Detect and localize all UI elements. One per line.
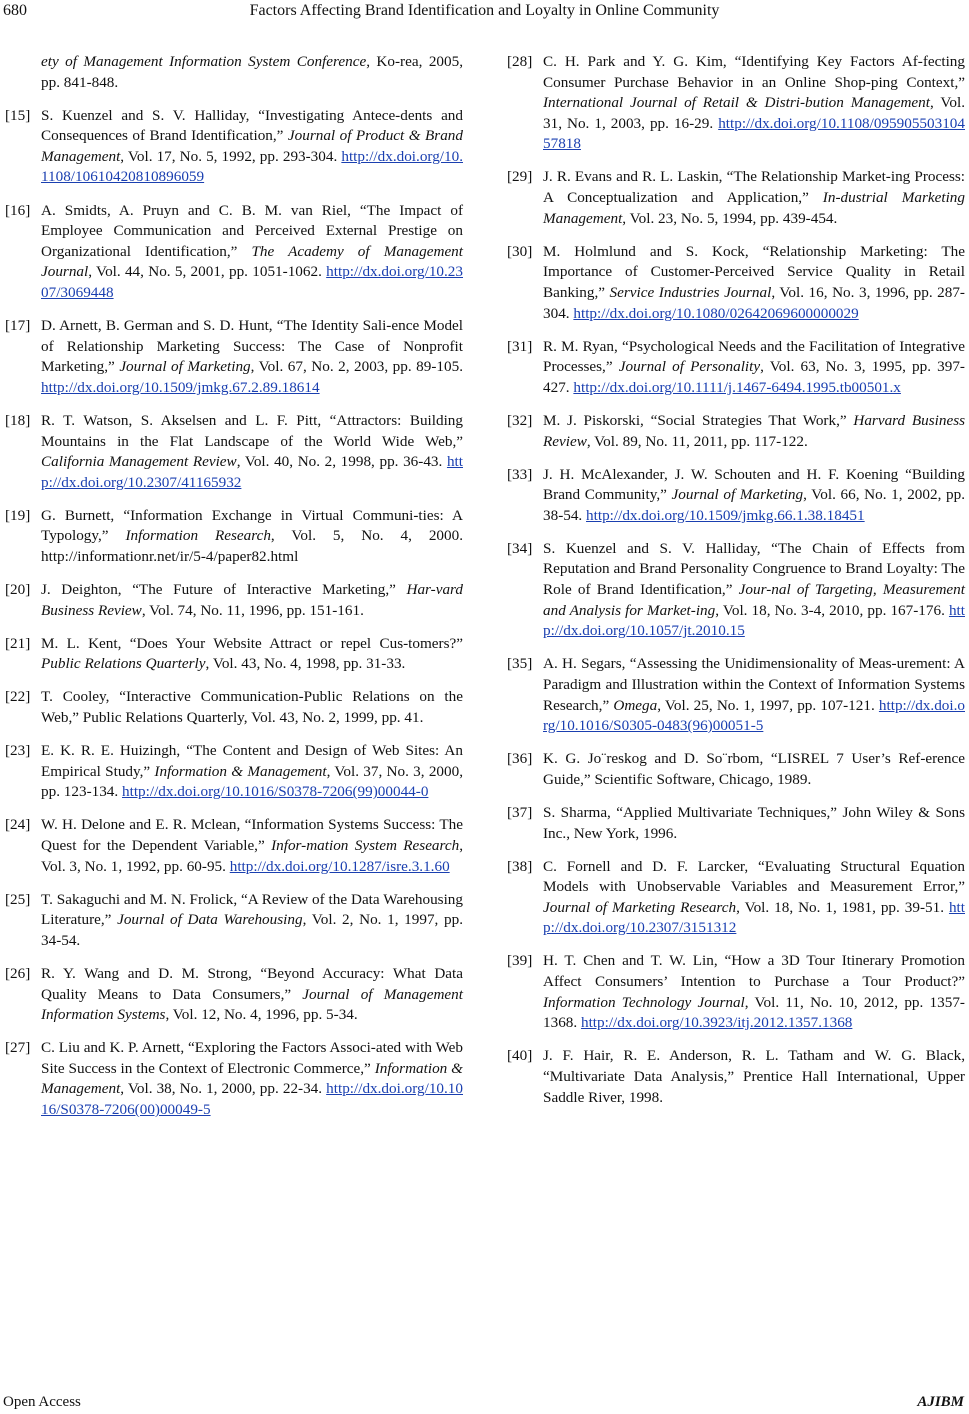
reference-text: , Vol. 44, No. 5, 2001, pp. 1051-1062. bbox=[88, 263, 327, 281]
journal-title: Journal of Marketing Research bbox=[543, 898, 737, 916]
reference-text: , Vol. 63, No. 3, 1995, pp. 397-427. bbox=[543, 358, 965, 396]
doi-link[interactable]: http://dx.doi.org/10.1016/S0378-7206(00)00049-5 bbox=[41, 1080, 463, 1119]
doi-link[interactable]: http://dx.doi.org/10.1108/09590550310457818 bbox=[543, 114, 965, 153]
reference-number: [32] bbox=[507, 411, 533, 429]
reference-entry bbox=[507, 951, 965, 1033]
reference-text: , Vol. 3, No. 1, 1992, pp. 60-95. bbox=[41, 837, 464, 875]
doi-link[interactable]: http://dx.doi.org/10.1016/S0305-0483(96)00051-5 bbox=[543, 696, 965, 735]
doi-link[interactable]: http://dx.doi.org/10.1016/S0378-7206(99)00044-0 bbox=[122, 783, 429, 801]
reference-number: [36] bbox=[507, 750, 533, 768]
reference-text: W. H. Delone and E. R. Mclean, “Information Systems Success: The Quest for the Dependent Variable,” bbox=[41, 816, 463, 854]
reference-text: A. H. Segars, “Assessing the Unidimensionality of Meas-urement: A Paradigm and Illustration within the Context of Information Systems Research,” bbox=[543, 655, 965, 714]
journal-title: Journal of Data Warehousing bbox=[117, 911, 303, 929]
page-number: 680 bbox=[3, 2, 27, 19]
reference-text: , Vol. 43, No. 4, 1998, pp. 31-33. bbox=[205, 655, 406, 673]
reference-text: R. T. Watson, S. Akselsen and L. F. Pitt, “Attractors: Building Mountains in the Flat Landscape of the World Wide Web,” bbox=[41, 411, 463, 450]
reference-number: [26] bbox=[5, 964, 31, 982]
reference-text: , Vol. 5, No. 4, 2000. bbox=[270, 527, 463, 545]
doi-link[interactable]: http://dx.doi.org/10.2307/3069448 bbox=[41, 263, 463, 301]
doi-link[interactable]: http://dx.doi.org/10.3923/itj.2012.1357.1368 bbox=[580, 1014, 853, 1032]
reference-entry bbox=[507, 411, 965, 452]
reference-entry bbox=[5, 106, 463, 188]
reference-text: M. L. Kent, “Does Your Website Attract or repel Cus-tomers?” bbox=[41, 634, 463, 652]
reference-text: J. Deighton, “The Future of Interactive Marketing,” bbox=[41, 581, 407, 599]
reference-text: , Vol. 11, No. 10, 2012, pp. 1357-1368. bbox=[543, 993, 965, 1032]
reference-entry bbox=[5, 52, 463, 93]
journal-title: Journal of Marketing bbox=[119, 358, 251, 376]
reference-text: , Vol. 18, No. 3-4, 2010, pp. 167-176. bbox=[715, 601, 949, 619]
reference-text: J. F. Hair, R. E. Anderson, R. L. Tatham and W. G. Black, “Multivariate Data Analysis,” Prentice Hall International, Upper Saddle River, 1998. bbox=[543, 1047, 965, 1106]
reference-text: , Ko-rea, 2005, pp. 841-848. bbox=[41, 53, 463, 91]
reference-number: [17] bbox=[5, 317, 31, 335]
reference-text: S. Kuenzel and S. V. Halliday, “The Chain of Effects from Reputation and Brand Personality Congruence to Brand Loyalty: The Role of Brand Identification,” bbox=[543, 539, 965, 599]
reference-number: [25] bbox=[5, 890, 31, 908]
reference-entry bbox=[507, 803, 965, 844]
reference-entry bbox=[507, 465, 965, 527]
reference-text: E. K. R. E. Huizingh, “The Content and Design of Web Sites: An Empirical Study,” bbox=[41, 742, 463, 780]
journal-title: Public Relations Quarterly bbox=[41, 655, 206, 673]
doi-link[interactable]: http://dx.doi.org/10.1509/jmkg.67.2.89.18614 bbox=[41, 378, 320, 396]
journal-title: Information Technology Journal bbox=[543, 993, 745, 1011]
reference-number: [34] bbox=[507, 539, 533, 557]
journal-title: Infor-mation System Research bbox=[271, 837, 460, 854]
journal-title: Harvard Business Review bbox=[543, 411, 966, 450]
reference-text: J. H. McAlexander, J. W. Schouten and H. F. Koening “Building Brand Community,” bbox=[543, 465, 965, 504]
doi-link[interactable]: http://dx.doi.org/10.1080/02642069600000029 bbox=[573, 304, 859, 322]
reference-entry bbox=[507, 857, 965, 939]
reference-text: S. Sharma, “Applied Multivariate Techniques,” John Wiley & Sons Inc., New York, 1996. bbox=[543, 803, 965, 842]
journal-title: Information Research bbox=[125, 527, 271, 545]
reference-text: , Vol. 25, No. 1, 1997, pp. 107-121. bbox=[657, 696, 879, 714]
reference-entry bbox=[5, 580, 463, 621]
reference-text: G. Burnett, “Information Exchange in Virtual Communi-ties: A Typology,” bbox=[41, 506, 463, 545]
reference-entry bbox=[507, 52, 965, 155]
journal-title: ety of Management Information System Conference bbox=[41, 53, 367, 70]
reference-text: , Vol. 66, No. 1, 2002, pp. 38-54. bbox=[543, 486, 965, 524]
reference-number: [30] bbox=[507, 242, 533, 260]
reference-number: [15] bbox=[5, 106, 31, 124]
reference-text: M. Holmlund and S. Kock, “Relationship Marketing: The Importance of Customer-Perceived Service Quality in Retail Banking,” bbox=[543, 242, 965, 301]
reference-number: [18] bbox=[5, 411, 31, 429]
references-right-column bbox=[507, 52, 965, 1121]
reference-text: , Vol. 2, No. 1, 1997, pp. 34-54. bbox=[41, 911, 464, 949]
reference-text: , Vol. 31, No. 1, 2003, pp. 16-29. bbox=[543, 94, 965, 132]
reference-entry bbox=[5, 634, 463, 675]
doi-link[interactable]: http://dx.doi.org/10.2307/41165932 bbox=[41, 453, 463, 491]
doi-link[interactable]: http://dx.doi.org/10.2307/3151312 bbox=[543, 898, 965, 937]
reference-number: [20] bbox=[5, 581, 31, 599]
reference-text: T. Sakaguchi and M. N. Frolick, “A Review of the Data Warehousing Literature,” bbox=[41, 890, 463, 929]
reference-entry bbox=[5, 201, 463, 304]
journal-title: California Management Review bbox=[41, 453, 237, 471]
reference-entry bbox=[507, 242, 965, 324]
reference-number: [40] bbox=[507, 1047, 533, 1065]
journal-title: Jour-nal of Targeting, Measurement and Analysis for Market-ing bbox=[543, 581, 965, 619]
reference-text: C. H. Park and Y. G. Kim, “Identifying Key Factors Af-fecting Consumer Purchase Behavior in an Online Shop-ping Context,” bbox=[543, 53, 965, 91]
reference-entry bbox=[507, 749, 965, 790]
reference-number: [22] bbox=[5, 688, 31, 706]
page-footer bbox=[0, 1393, 969, 1413]
reference-number: [33] bbox=[507, 465, 533, 483]
reference-number: [21] bbox=[5, 634, 31, 652]
reference-number: [24] bbox=[5, 816, 31, 834]
reference-text: , Vol. 37, No. 3, 2000, pp. 123-134. bbox=[41, 762, 463, 801]
reference-text: , Vol. 12, No. 4, 1996, pp. 5-34. bbox=[165, 1006, 358, 1024]
reference-text: H. T. Chen and T. W. Lin, “How a 3D Tour Itinerary Promotion Affect Consumers’ Intention to Purchase a Tour Product?” bbox=[543, 952, 965, 991]
doi-link[interactable]: http://dx.doi.org/10.1509/jmkg.66.1.38.18451 bbox=[586, 506, 865, 524]
reference-entry bbox=[5, 964, 463, 1026]
reference-text: , Vol. 16, No. 3, 1996, pp. 287-304. bbox=[543, 283, 965, 322]
journal-title: Omega bbox=[613, 696, 658, 714]
reference-text: D. Arnett, B. German and S. D. Hunt, “The Identity Sali-ence Model of Relationship Marketing Success: The Case of Nonprofit Marketing,” bbox=[41, 317, 463, 376]
reference-entry bbox=[5, 506, 463, 568]
page-header bbox=[0, 0, 969, 22]
reference-entry bbox=[5, 687, 463, 728]
reference-text: , Vol. 67, No. 2, 2003, pp. 89-105. bbox=[250, 358, 463, 376]
reference-number: [27] bbox=[5, 1039, 31, 1057]
reference-text: J. R. Evans and R. L. Laskin, “The Relationship Market-ing Process: A Conceptualization and Application,” bbox=[543, 168, 965, 207]
reference-text: , Vol. 23, No. 5, 1994, pp. 439-454. bbox=[622, 209, 838, 227]
reference-entry bbox=[507, 167, 965, 229]
reference-entry bbox=[5, 1038, 463, 1120]
reference-entry bbox=[507, 1046, 965, 1108]
journal-title: Service Industries Journal bbox=[609, 283, 772, 301]
journal-title: International Journal of Retail & Distri-bution Management bbox=[543, 94, 930, 112]
doi-link[interactable]: http://dx.doi.org/10.1287/isre.3.1.60 bbox=[229, 857, 450, 875]
reference-text: , Vol. 89, No. 11, 2011, pp. 117-122. bbox=[586, 432, 808, 450]
reference-number: [16] bbox=[5, 201, 31, 219]
reference-number: [28] bbox=[507, 53, 533, 70]
reference-text: R. M. Ryan, “Psychological Needs and the Facilitation of Integrative Processes,” bbox=[543, 337, 965, 376]
reference-number: [39] bbox=[507, 952, 533, 970]
reference-entry bbox=[507, 337, 965, 399]
journal-title: Information & Management bbox=[154, 762, 327, 780]
reference-url: http://informationr.net/ir/5-4/paper82.html bbox=[41, 547, 299, 565]
reference-text: , Vol. 74, No. 11, 1996, pp. 151-161. bbox=[141, 601, 364, 619]
journal-abbreviation: AJIBM bbox=[917, 1394, 964, 1410]
reference-text: K. G. Jo¨reskog and D. So¨rbom, “LISREL 7 User’s Ref-erence Guide,” Scientific Software, Chicago, 1989. bbox=[543, 750, 965, 788]
reference-text: T. Cooley, “Interactive Communication-Public Relations on the Web,” Public Relations Quarterly, Vol. 43, No. 2, 1999, pp. 41. bbox=[41, 688, 463, 727]
reference-text: M. J. Piskorski, “Social Strategies That Work,” bbox=[543, 411, 854, 429]
reference-entry bbox=[5, 890, 463, 952]
reference-text: , Vol. 17, No. 5, 1992, pp. 293-304. bbox=[120, 147, 342, 165]
journal-title: Journal of Product & Brand Management bbox=[41, 127, 463, 165]
references-left-column bbox=[5, 52, 463, 1133]
reference-number: [31] bbox=[507, 337, 533, 355]
reference-text: A. Smidts, A. Pruyn and C. B. M. van Riel, “The Impact of Employee Communication and Perceived External Prestige on Organizational Identification,” bbox=[41, 201, 463, 260]
reference-text: R. Y. Wang and D. M. Strong, “Beyond Accuracy: What Data Quality Means to Data Consumers,” bbox=[41, 964, 463, 1003]
reference-number: [29] bbox=[507, 168, 533, 186]
reference-entry bbox=[5, 741, 463, 803]
journal-title: Information & Management bbox=[41, 1059, 463, 1098]
doi-link[interactable]: http://dx.doi.org/10.1111/j.1467-6494.1995.tb00501.x bbox=[573, 378, 901, 396]
reference-entry bbox=[5, 815, 463, 877]
reference-text: S. Kuenzel and S. V. Halliday, “Investigating Antece-dents and Consequences of Brand Identification,” bbox=[41, 106, 463, 145]
reference-number: [23] bbox=[5, 742, 31, 760]
reference-text: , Vol. 40, No. 2, 1998, pp. 36-43. bbox=[236, 453, 447, 471]
reference-entry bbox=[5, 411, 463, 493]
running-title: Factors Affecting Brand Identification and Loyalty in Online Community bbox=[249, 2, 720, 19]
journal-title: Har-vard Business Review bbox=[41, 581, 463, 619]
reference-number: [38] bbox=[507, 857, 533, 875]
journal-title: Journal of Marketing bbox=[671, 486, 804, 504]
journal-title: The Academy of Management Journal bbox=[41, 242, 463, 281]
reference-number: [37] bbox=[507, 803, 533, 821]
doi-link[interactable]: http://dx.doi.org/10.1108/10610420810896059 bbox=[41, 147, 463, 186]
reference-number: [19] bbox=[5, 506, 31, 524]
reference-entry bbox=[507, 539, 965, 642]
journal-title: Journal of Management Information Systems bbox=[41, 985, 463, 1024]
open-access-label: Open Access bbox=[3, 1394, 81, 1410]
reference-entry bbox=[5, 316, 463, 398]
journal-title: Journal of Personality bbox=[618, 358, 761, 376]
journal-title: In-dustrial Marketing Management bbox=[543, 189, 965, 227]
reference-text: , Vol. 38, No. 1, 2000, pp. 22-34. bbox=[120, 1080, 327, 1098]
reference-text: , Vol. 18, No. 1, 1981, pp. 39-51. bbox=[736, 898, 949, 916]
reference-number: [35] bbox=[507, 655, 533, 673]
reference-text: C. Fornell and D. F. Larcker, “Evaluating Structural Equation Models with Unobservable Variables and Measurement Error,” bbox=[543, 857, 965, 896]
reference-text: C. Liu and K. P. Arnett, “Exploring the Factors Associ-ated with Web Site Success in the Context of Electronic Commerce,” bbox=[41, 1039, 463, 1077]
reference-entry bbox=[507, 654, 965, 736]
doi-link[interactable]: http://dx.doi.org/10.1057/jt.2010.15 bbox=[543, 601, 965, 640]
